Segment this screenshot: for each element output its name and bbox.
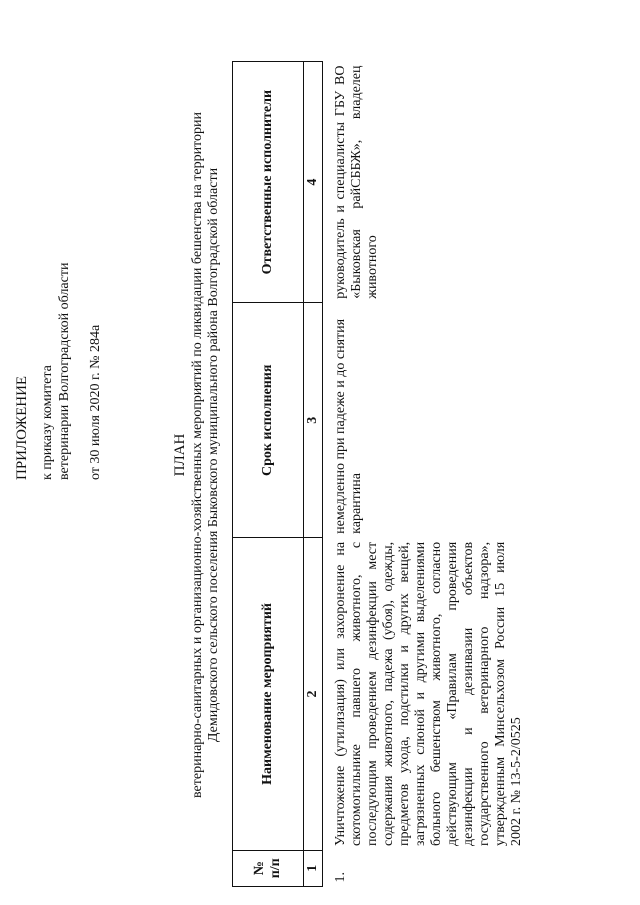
row-activity: Уничтожение (утилизация) или захоронение на скотомогильнике павшего животного, с последующим проведением дезинфекции мест содержания животного, падежа (убоя), одежды, предметов ухода, подстилки и других вещей, загрязненных слюной и другими выделениями больного бешенством животного, согласно действующим «Правилам проведения дезинфекции и дезинвазии объектов государственного ветеринарного надзора», утвержденным Минсельхозом России 15 июля 2002 г. № 13-5-2/0525 [333,541,524,847]
rotated-page [0,15,620,895]
column-number-1: 1 [304,850,323,886]
appendix-line-2: ветеринарии Волгоградской области [57,262,72,480]
header-num: № п/п [233,850,304,886]
table-row [323,62,526,887]
row-number: 1. [333,872,348,883]
table-header-row [233,62,304,887]
column-number-4: 4 [304,62,323,303]
header-term: Срок исполнения [233,303,304,538]
row-term: немедленно при падеже и до снятия карантина [333,318,364,534]
appendix-title: ПРИЛОЖЕНИЕ [14,375,30,480]
plan-table [232,61,525,887]
appendix-date: от 30 июля 2020 г. № 284а [88,324,103,480]
appendix-line-1: к приказу комитета [40,365,55,480]
header-name: Наименование мероприятий [233,538,304,850]
plan-title: ПЛАН [172,433,188,477]
appendix-block [14,60,104,480]
column-number-2: 2 [304,538,323,850]
table-column-number-row [304,62,323,887]
plan-subtitle [190,15,222,895]
column-number-3: 3 [304,303,323,538]
plan-subtitle-line-1: ветеринарно-санитарных и организационно-хозяйственных мероприятий по ликвидации бешенства на территории [190,112,205,798]
plan-subtitle-line-2: Демидовского сельского поселения Быковского муниципального района Волгоградской области [206,167,221,743]
row-responsible: руководитель и специалисты ГБУ ВО «Быковская райСББЖ», владелец животного [333,65,380,299]
header-responsible: Ответственные исполнители [233,62,304,303]
